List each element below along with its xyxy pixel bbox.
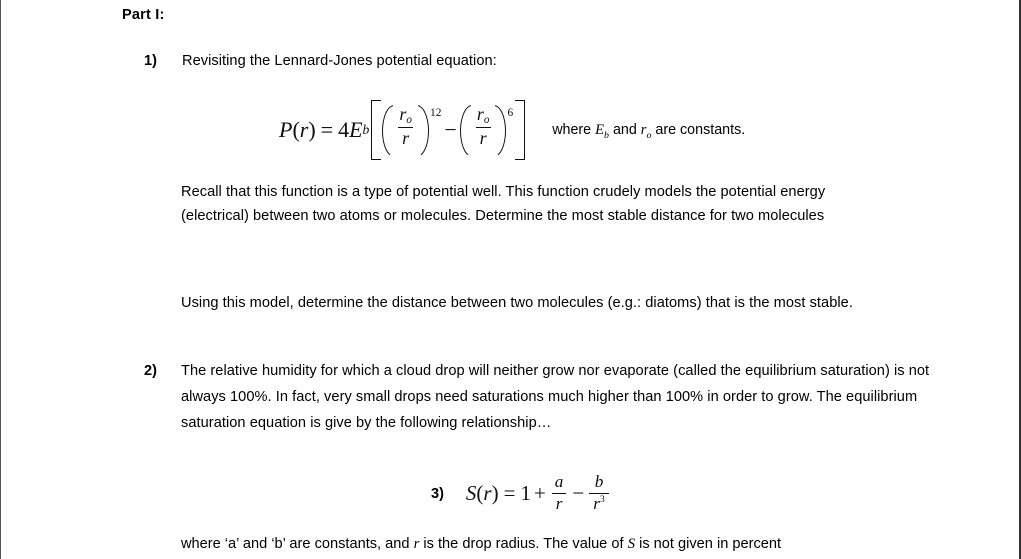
eq1-term-1 — [382, 105, 441, 155]
eq1-term2-exponent: 6 — [507, 107, 514, 119]
where-symbol-ro — [640, 122, 652, 141]
eq1-close-paren: ) — [308, 117, 316, 142]
bottom-text-3: is not given in percent — [635, 536, 782, 552]
eq1-coefficient: 4 — [338, 117, 350, 142]
eq3-frac-a-numerator: a — [554, 472, 564, 491]
where-symbol-eb-base: E — [595, 122, 605, 139]
eq3-fraction-a-over-r — [551, 473, 568, 513]
where-symbol-eb — [595, 122, 609, 141]
eq1-term2-numerator — [473, 105, 494, 127]
eq1-term2-denominator: r — [476, 127, 491, 148]
bottom-text-2: is the drop radius. The value of — [419, 536, 628, 552]
eq3-open-paren: ( — [476, 480, 484, 505]
eq3-close-paren: ) — [491, 480, 499, 505]
bottom-var-s: S — [627, 536, 636, 552]
eq1-term2-num-var: r — [476, 104, 484, 124]
eq3-operator-minus: − — [572, 480, 585, 505]
eq1-open-paren: ( — [292, 117, 300, 142]
eq1-term1-paren-right — [418, 105, 429, 155]
eq3-equals: = — [503, 480, 516, 505]
eq1-term2-paren-left — [460, 105, 471, 155]
equation-saturation-number: 3) — [431, 486, 444, 503]
eq3-fraction-b-over-r-cubed — [589, 473, 609, 513]
bottom-text-1: where ‘a’ and ‘b’ are constants, and — [181, 536, 414, 552]
equation-lennard-jones — [279, 100, 745, 160]
bottom-paragraph — [181, 532, 981, 557]
eq1-term1-paren-left — [382, 105, 393, 155]
where-text-3: are constants. — [651, 122, 746, 139]
where-symbol-eb-sub: b — [604, 129, 609, 141]
list-item-2-number: 2) — [144, 363, 157, 379]
eq3-lhs-function: S — [465, 480, 477, 505]
eq3-operator-plus: + — [533, 480, 546, 505]
eq1-lhs-variable: r — [299, 117, 309, 142]
list-item-2-paragraph: The relative humidity for which a cloud drop will neither grow nor evaporate (called the equilibrium saturation) is not always 100%. In fact, very small drops need saturations much higher than 100% in order to grow. The equilibrium saturation equation is give by the following relationship… — [181, 363, 930, 431]
part-heading: Part I: — [122, 7, 165, 23]
eq3-frac-b-den-var: r — [593, 493, 600, 513]
equation-saturation — [431, 473, 611, 513]
eq3-frac-b-denominator — [589, 493, 609, 514]
eq1-term2-paren-right — [495, 105, 506, 155]
list-item-1-number: 1) — [144, 53, 157, 69]
eq3-frac-b-den-exponent: 3 — [599, 493, 605, 505]
where-symbol-ro-base: r — [640, 122, 647, 139]
eq1-lhs-function: P — [279, 117, 293, 142]
equation-saturation-expression — [466, 473, 611, 513]
eq1-term2-num-sub: o — [483, 114, 490, 127]
where-text-2: and — [608, 122, 641, 139]
eq1-term1-numerator — [395, 105, 416, 127]
where-symbol-ro-sub: o — [646, 129, 652, 141]
list-item-1-paragraph-2: Using this model, determine the distance between two molecules (e.g.: diatoms) that is the most stable. — [181, 295, 853, 311]
list-item-1 — [144, 50, 944, 74]
equation-lennard-jones-expression — [279, 100, 526, 160]
eq1-term1-num-sub: o — [406, 114, 412, 127]
eq1-term2-fraction — [473, 105, 494, 149]
eq1-term1-num-var: r — [399, 104, 407, 124]
eq3-lhs-variable: r — [483, 480, 492, 505]
eq3-frac-a-denominator: r — [552, 493, 567, 514]
eq1-bracket-right — [515, 100, 524, 160]
eq3-frac-b-numerator: b — [594, 472, 604, 491]
list-item-1-prompt: Revisiting the Lennard-Jones potential equation: — [182, 53, 497, 69]
eq1-energy-symbol: E — [349, 117, 363, 142]
eq1-term-2 — [460, 105, 513, 155]
where-text-1: where — [552, 122, 596, 139]
eq3-constant-one: 1 — [520, 480, 531, 505]
eq1-term1-exponent: 12 — [429, 107, 442, 119]
eq1-energy-subscript: b — [362, 122, 370, 137]
eq1-equals: = — [320, 117, 334, 142]
eq1-term1-fraction — [395, 105, 416, 149]
eq1-bracket-left — [371, 100, 380, 160]
bottom-var-r: r — [413, 536, 420, 552]
list-item-1-paragraph-1: Recall that this function is a type of potential well. This function crudely models the potential energy (electrical) between two atoms or molecules. Determine the most stable distance for two molecules — [181, 184, 826, 224]
list-item-2 — [144, 359, 934, 437]
eq1-term1-denominator: r — [398, 127, 413, 148]
equation-lennard-jones-where-note — [552, 119, 745, 141]
eq1-operator-minus: − — [444, 117, 457, 142]
